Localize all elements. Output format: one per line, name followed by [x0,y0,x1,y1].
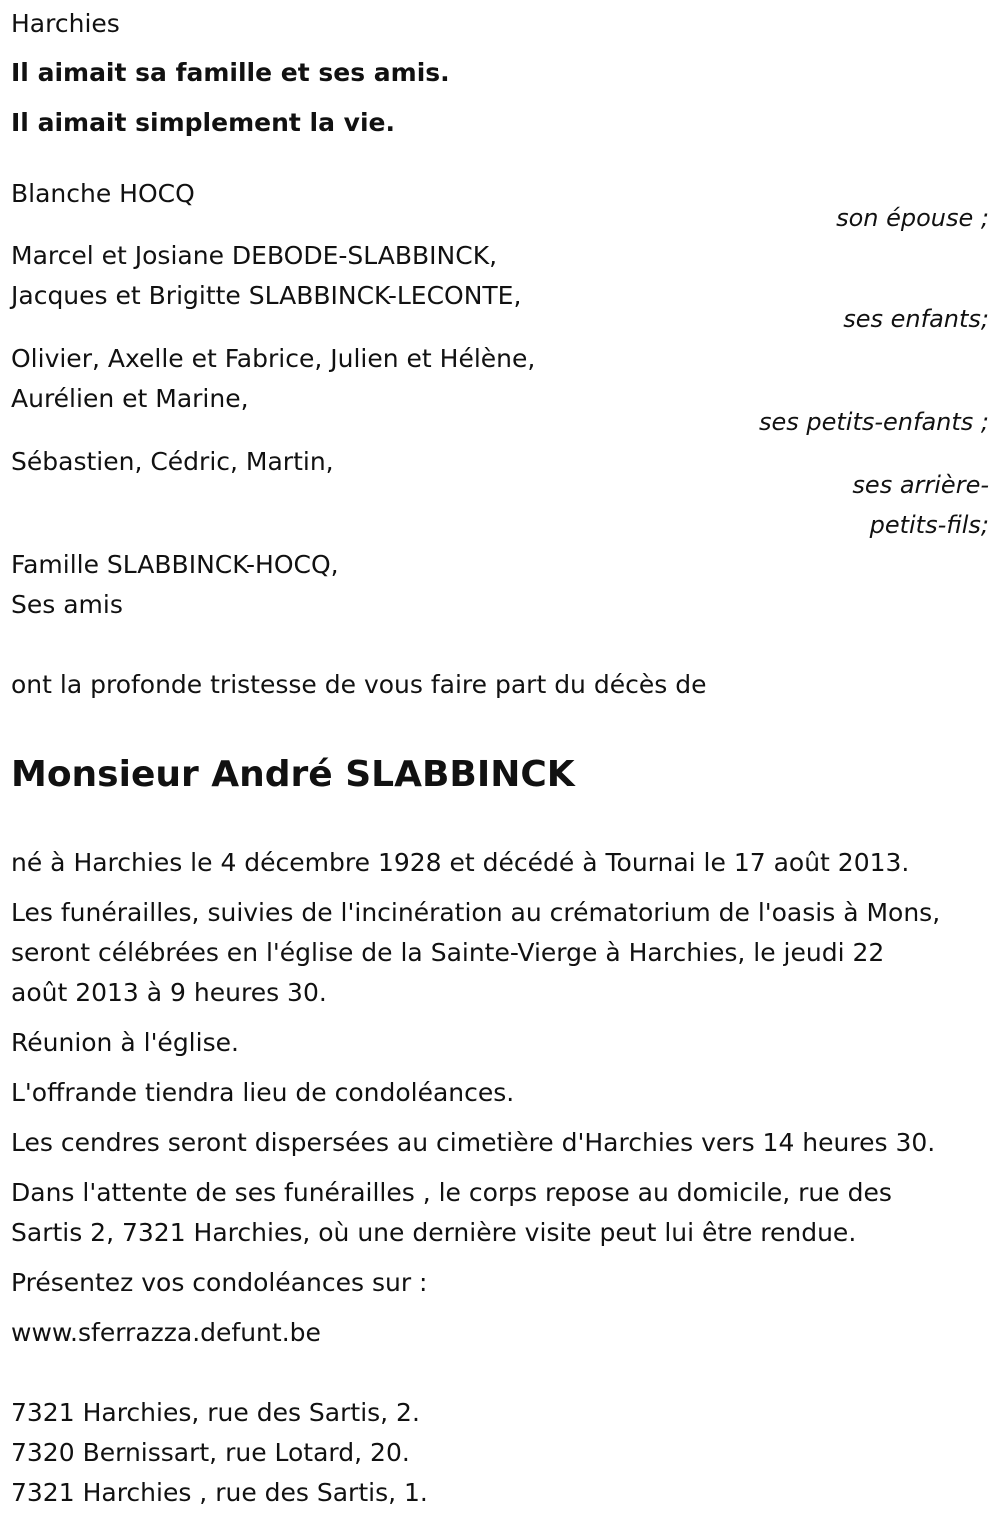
ashes-line: Les cendres seront dispersées au cimetière d'Harchies vers 14 heures 30. [11,1128,936,1157]
children-line-2: Jacques et Brigitte SLABBINCK-LECONTE, [11,281,522,310]
address-3: 7321 Harchies , rue des Sartis, 1. [11,1478,428,1507]
children-role: ses enfants; [843,305,989,333]
family-line: Famille SLABBINCK-HOCQ, [11,550,339,579]
website-link[interactable]: www.sferrazza.defunt.be [11,1318,321,1347]
greatgrandchildren-line: Sébastien, Cédric, Martin, [11,447,334,476]
friends-line: Ses amis [11,590,123,619]
meeting-line: Réunion à l'église. [11,1028,239,1057]
greatgrandchildren-role-1: ses arrière- [852,471,989,499]
rest-line-2: Sartis 2, 7321 Harchies, où une dernière visite peut lui être rendue. [11,1218,857,1247]
obituary-notice [11,4,991,1513]
funeral-line-2: seront célébrées en l'église de la Sainte-Vierge à Harchies, le jeudi 22 [11,938,885,967]
address-1: 7321 Harchies, rue des Sartis, 2. [11,1398,420,1427]
announcement-intro: ont la profonde tristesse de vous faire part du décès de [11,670,707,699]
offering-line: L'offrande tiendra lieu de condoléances. [11,1078,515,1107]
wife-role: son épouse ; [836,204,989,232]
grandchildren-role: ses petits-enfants ; [758,408,989,436]
funeral-paragraph [11,893,991,1013]
motto-line-2: Il aimait simplement la vie. [11,108,395,137]
grandchildren-line-2: Aurélien et Marine, [11,384,249,413]
greatgrandchildren-role-2: petits-fils; [869,511,989,539]
birth-death-line: né à Harchies le 4 décembre 1928 et décédé à Tournai le 17 août 2013. [11,848,910,877]
motto-line-1: Il aimait sa famille et ses amis. [11,58,450,87]
funeral-line-3: août 2013 à 9 heures 30. [11,978,327,1007]
rest-paragraph [11,1173,991,1253]
wife-name: Blanche HOCQ [11,179,195,208]
grandchildren-line-1: Olivier, Axelle et Fabrice, Julien et Hélène, [11,344,536,373]
funeral-line-1: Les funérailles, suivies de l'incinération au crématorium de l'oasis à Mons, [11,898,941,927]
place-heading: Harchies [11,9,120,38]
rest-line-1: Dans l'attente de ses funérailles , le corps repose au domicile, rue des [11,1178,892,1207]
children-line-1: Marcel et Josiane DEBODE-SLABBINCK, [11,241,498,270]
deceased-name: Monsieur André SLABBINCK [11,754,575,795]
condolences-line: Présentez vos condoléances sur : [11,1268,428,1297]
address-2: 7320 Bernissart, rue Lotard, 20. [11,1438,410,1467]
